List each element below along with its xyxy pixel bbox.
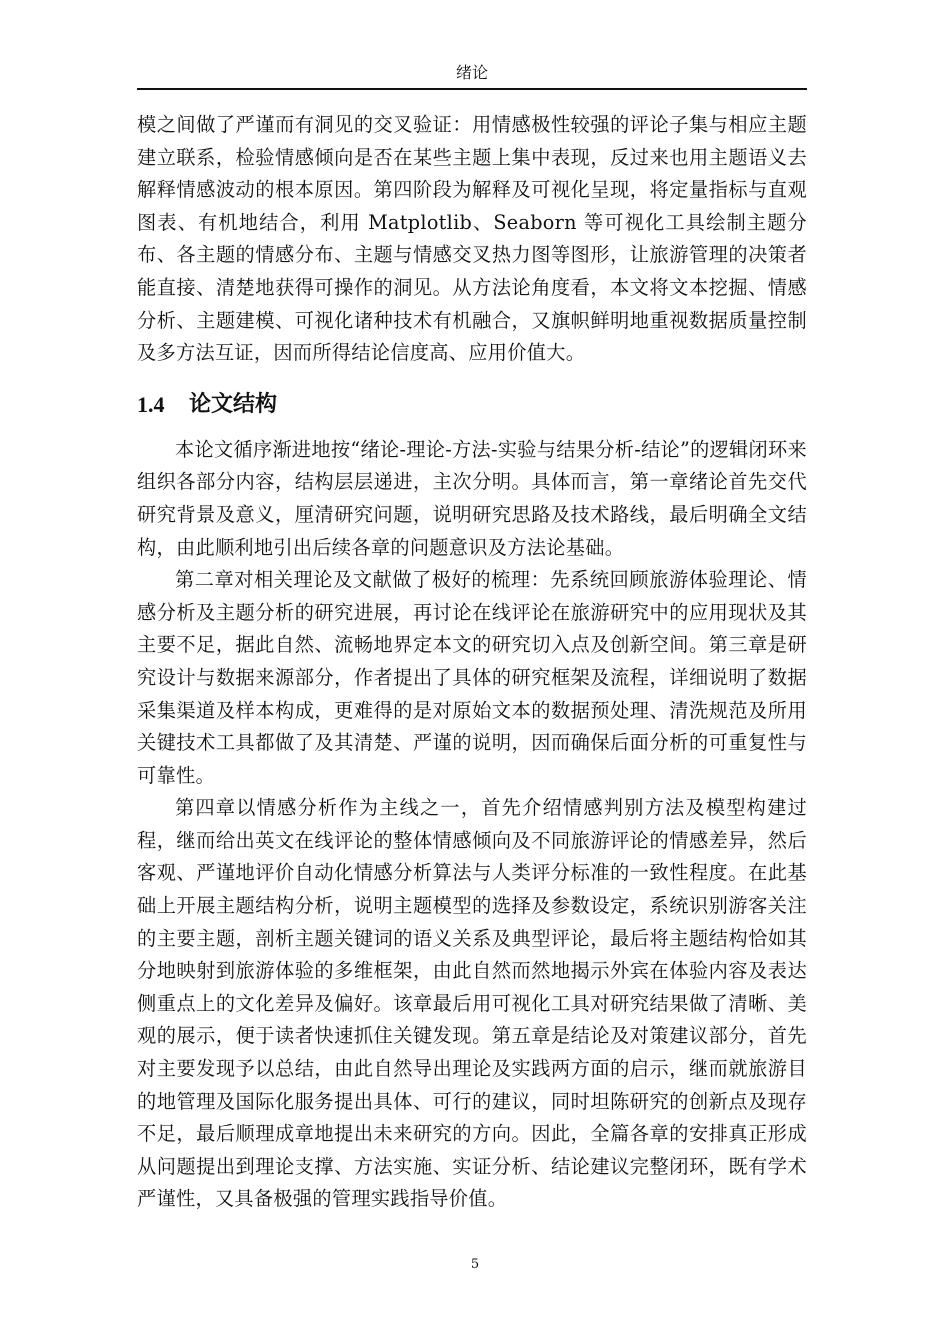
section-heading	[137, 388, 807, 422]
header-divider	[137, 88, 807, 90]
section-title: 论文结构	[189, 391, 278, 417]
body-paragraph: 模之间做了严谨而有洞见的交叉验证：用情感极性较强的评论子集与相应主题建立联系，检验情感倾向是否在某些主题上集中表现，反过来也用主题语义去解释情感波动的根本原因。第四阶段为解释及可视化呈现，将定量指标与直观图表、有机地结合，利用 Matplotlib、Seaborn 等可视化工具绘制主题分布、各主题的情感分布、主题与情感交叉热力图等图形，让旅游管理的决策者能直接、清楚地获得可操作的洞见。从方法论角度看，本文将文本挖掘、情感分析、主题建模、可视化诸种技术有机融合，又旗帜鲜明地重视数据质量控制及多方法互证，因而所得结论信度高、应用价值大。	[137, 113, 807, 365]
page-body	[137, 109, 807, 1216]
body-paragraph: 第四章以情感分析作为主线之一，首先介绍情感判别方法及模型构建过程，继而给出英文在线评论的整体情感倾向及不同旅游评论的情感差异，然后客观、严谨地评价自动化情感分析算法与人类评分标准的一致性程度。在此基础上开展主题结构分析，说明主题模型的选择及参数设定，系统识别游客关注的主要主题，剖析主题关键词的语义关系及典型评论，最后将主题结构恰如其分地映射到旅游体验的多维框架，由此自然而然地揭示外宾在体验内容及表达侧重点上的文化差异及偏好。该章最后用可视化工具对研究结果做了清晰、美观的展示，便于读者快速抓住关键发现。第五章是结论及对策建议部分，首先对主要发现予以总结，由此自然导出理论及实践两方面的启示，继而就旅游目的地管理及国际化服务提出具体、可行的建议，同时坦陈研究的创新点及现存不足，最后顺理成章地提出未来研究的方向。因此，全篇各章的安排真正形成从问题提出到理论支撑、方法实施、实证分析、结论建议完整闭环，既有学术严谨性，又具备极强的管理实践指导价值。	[137, 796, 807, 1211]
body-paragraph: 第二章对相关理论及文献做了极好的梳理：先系统回顾旅游体验理论、情感分析及主题分析的研究进展，再讨论在线评论在旅游研究中的应用现状及其主要不足，据此自然、流畅地界定本文的研究切入点及创新空间。第三章是研究设计与数据来源部分，作者提出了具体的研究框架及流程，详细说明了数据采集渠道及样本构成，更难得的是对原始文本的数据预处理、清洗规范及所用关键技术工具都做了及其清楚、严谨的说明，因而确保后面分析的可重复性与可靠性。	[137, 568, 807, 787]
page-number: 5	[470, 1257, 480, 1272]
running-header: 绪论	[455, 63, 488, 82]
body-paragraph: 本论文循序渐进地按“绪论-理论-方法-实验与结果分析-结论”的逻辑闭环来组织各部分内容，结构层层递进，主次分明。具体而言，第一章绪论首先交代研究背景及意义，厘清研究问题，说明研究思路及技术路线，最后明确全文结构，由此顺利地引出后续各章的问题意识及方法论基础。	[137, 437, 807, 559]
section-number: 1.4	[137, 391, 165, 417]
